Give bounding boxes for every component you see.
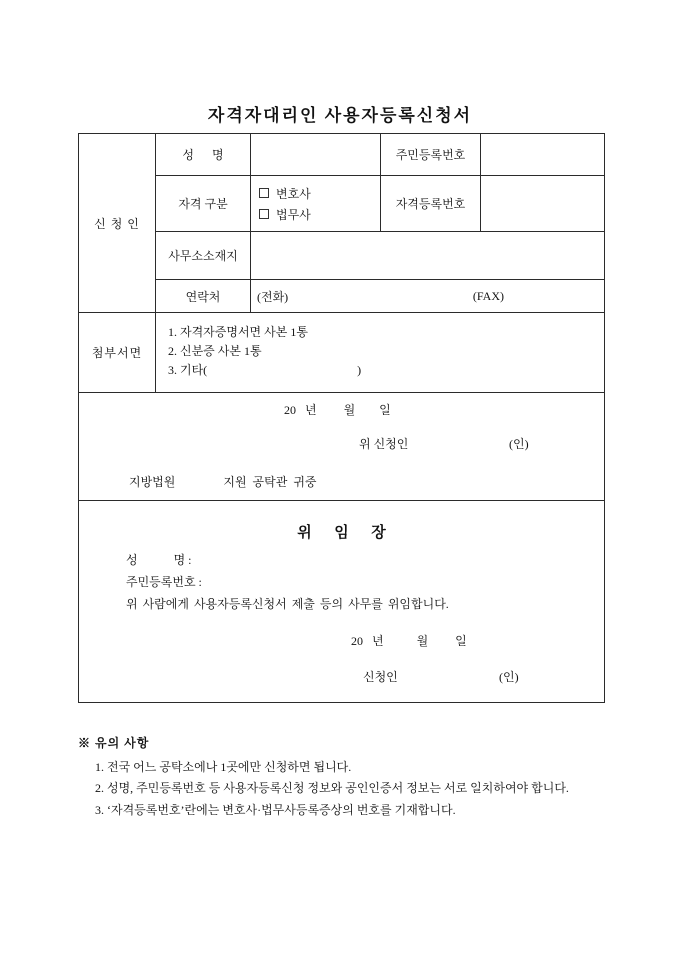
- applicant-seal-mark: (인): [509, 437, 529, 451]
- attachment-item: 1. 자격자증명서면 사본 1통: [168, 325, 308, 339]
- contact-value-cell: [251, 280, 604, 312]
- scrivener-option: [259, 206, 380, 223]
- poa-applicant-label: 신청인: [363, 670, 398, 684]
- attachments-list: [156, 313, 604, 392]
- name-label: 성 명: [156, 134, 251, 175]
- notes-title: ※ 유의 사항: [78, 736, 150, 750]
- name-value-cell: [251, 134, 381, 175]
- applicant-row-label: 신 청 인: [79, 134, 156, 312]
- attachments-section: [79, 313, 604, 393]
- signature-section: [79, 393, 604, 501]
- note-item: 3. ‘자격등록번호’란에는 변호사·법무사등록증상의 번호를 기재합니다.: [95, 802, 456, 817]
- phone-label: (전화): [257, 289, 289, 304]
- scrivener-checkbox[interactable]: [259, 209, 269, 219]
- fax-label: (FAX): [472, 288, 504, 303]
- resident-number-label: 주민등록번호: [381, 134, 481, 175]
- contact-label: 연락처: [156, 280, 251, 312]
- attorney-option: [259, 185, 380, 202]
- qualification-row: [156, 176, 604, 232]
- poa-statement: 위 사람에게 사용자등록신청서 제출 등의 사무를 위임합니다.: [126, 597, 449, 611]
- poa-date-line: 20 년 월 일: [351, 634, 467, 648]
- scrivener-option-label: 법무사: [276, 207, 311, 222]
- name-row: [156, 134, 604, 176]
- office-address-value-cell: [251, 232, 604, 279]
- form-title: 자격자대리인 사용자등록신청서: [207, 106, 473, 126]
- attachments-row-label: 첨부서면: [79, 313, 156, 392]
- qualification-options-cell: [251, 176, 381, 231]
- attorney-option-label: 변호사: [276, 186, 311, 201]
- note-item: 2. 성명, 주민등록번호 등 사용자등록신청 정보와 공인인증서 정보는 서로 일치하여야 합니다.: [95, 781, 569, 795]
- contact-row: [156, 280, 604, 312]
- attachment-item: 3. 기타( ): [168, 363, 362, 377]
- office-address-row: [156, 232, 604, 280]
- application-form-table: [78, 133, 605, 703]
- qualification-label: 자격 구분: [156, 176, 251, 231]
- poa-resident-number-label: 주민등록번호 :: [126, 575, 202, 589]
- attachment-item: 2. 신분증 사본 1통: [168, 344, 262, 358]
- resident-number-value-cell: [481, 134, 604, 175]
- applicant-fields: [156, 134, 604, 312]
- attorney-checkbox[interactable]: [259, 188, 269, 198]
- court-address-line: 지방법원 지원 공탁관 귀중: [129, 475, 317, 489]
- poa-title: 위 임 장: [297, 525, 386, 541]
- poa-seal-mark: (인): [499, 670, 519, 684]
- notes-section: [78, 733, 634, 821]
- poa-name-label: 성 명 :: [126, 553, 192, 567]
- note-item: 1. 전국 어느 공탁소에나 1곳에만 신청하면 됩니다.: [95, 759, 352, 774]
- office-address-label: 사무소소재지: [156, 232, 251, 279]
- application-date-line: 20 년 월 일: [284, 403, 391, 417]
- qualification-number-label: 자격등록번호: [381, 176, 481, 231]
- applicant-signature-label: 위 신청인: [359, 437, 409, 451]
- applicant-section: [79, 134, 604, 313]
- qualification-number-value-cell: [481, 176, 604, 231]
- power-of-attorney-section: [79, 501, 604, 702]
